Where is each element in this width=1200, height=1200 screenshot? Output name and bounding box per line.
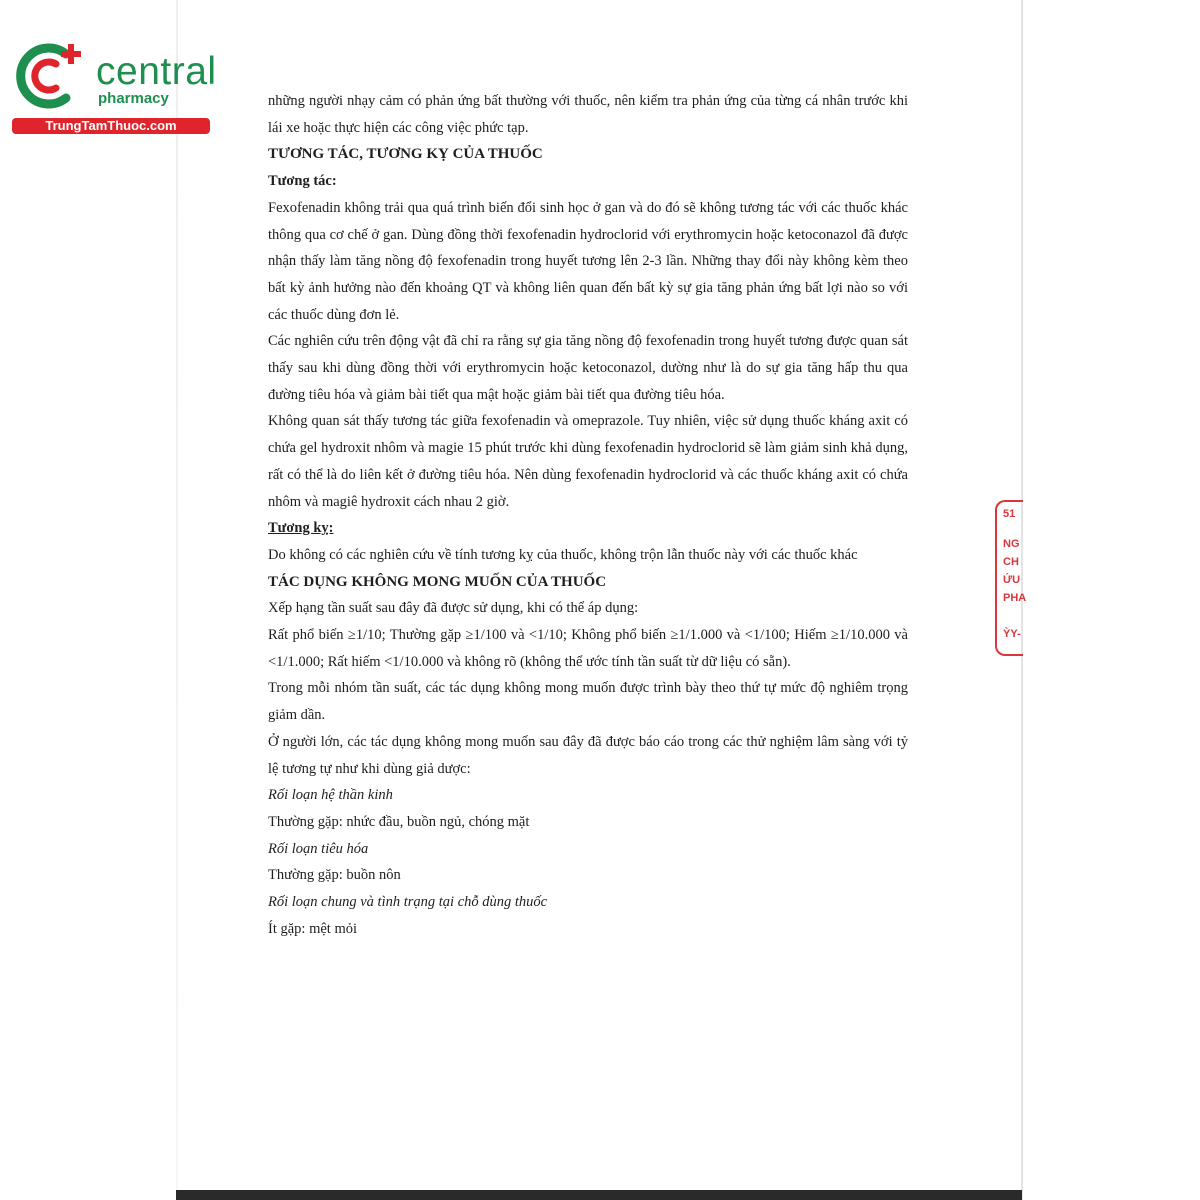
central-logo-icon xyxy=(10,38,94,116)
document-body xyxy=(268,88,908,943)
interactions-paragraph: Fexofenadin không trải qua quá trình biến đổi sinh học ở gan và do đó sẽ không tương tác với các thuốc khác thông qua cơ chế ở gan. Dùng đồng thời fexofenadin hydroclorid với erythromycin hoặc ketoconazol đã được nhận thấy làm tăng nồng độ fexofenadin trong huyết tương lên 2-3 lần. Những thay đổi này không kèm theo bất kỳ ảnh hưởng nào đến khoảng QT và không liên quan đến bất kỳ sự gia tăng phản ứng bất lợi nào so với các thuốc dùng đơn lẻ. xyxy=(268,199,908,323)
incompatibility-subheading xyxy=(268,515,908,542)
stamp-line: 51 xyxy=(1003,508,1016,520)
stamp-line: ỨU xyxy=(1003,574,1021,586)
adverse-paragraph: Trong mỗi nhóm tần suất, các tác dụng không mong muốn được trình bày theo thứ tự mức độ nghiêm trọng giảm dần. xyxy=(268,680,908,724)
effect-category: Rối loạn chung và tình trạng tại chỗ dùng thuốc xyxy=(268,894,548,911)
incompatibility-paragraph: Do không có các nghiên cứu về tính tương kỵ của thuốc, không trộn lẫn thuốc này với các thuốc khác xyxy=(268,546,858,563)
incompatibility-subheading-text: Tương kỵ: xyxy=(268,520,334,537)
scan-edge-bottom xyxy=(176,1190,1022,1200)
adverse-paragraph: Rất phổ biến ≥1/10; Thường gặp ≥1/100 và <1/10; Không phổ biến ≥1/1.000 và <1/100; Hiếm ≥1/10.000 và <1/1.000; Rất hiếm <1/10.000 và không rõ (không thể ước tính tần suất từ dữ liệu có sẵn). xyxy=(268,627,908,670)
logo-name: central xyxy=(96,50,217,93)
effect-category: Rối loạn tiêu hóa xyxy=(268,840,369,857)
effect-item: Ít gặp: mệt mỏi xyxy=(268,920,357,937)
stamp-line: PHA xyxy=(1003,592,1027,604)
logo-url-badge[interactable]: TrungTamThuoc.com xyxy=(12,118,210,134)
official-stamp-fragment xyxy=(995,500,1027,656)
scan-edge-left xyxy=(176,0,178,1200)
adverse-paragraph: Xếp hạng tần suất sau đây đã được sử dụng, khi có thể áp dụng: xyxy=(268,600,639,617)
interactions-paragraph: Các nghiên cứu trên động vật đã chỉ ra rằng sự gia tăng nồng độ fexofenadin trong huyết tương được quan sát thấy sau khi dùng đồng thời với erythromycin hoặc ketoconazol, dường như là do sự gia tăng hấp thu qua đường tiêu hóa và giảm bài tiết qua mật hoặc giảm bài tiết qua đường tiêu hóa. xyxy=(268,333,908,403)
effect-item: Thường gặp: nhức đầu, buồn ngủ, chóng mặt xyxy=(268,813,530,830)
interactions-paragraph: Không quan sát thấy tương tác giữa fexofenadin và omeprazole. Tuy nhiên, việc sử dụng thuốc kháng axit có chứa gel hydroxit nhôm và magie 15 phút trước khi dùng fexofenadin hydroclorid sẽ làm giảm sinh khả dụng, rất có thể là do liên kết ở đường tiêu hóa. Nên dùng fexofenadin hydroclorid và các thuốc kháng axit có chứa nhôm và magiê hydroxit cách nhau 2 giờ. xyxy=(268,413,908,510)
stamp-line: NG xyxy=(1003,538,1020,550)
effect-item: Thường gặp: buồn nôn xyxy=(268,867,401,884)
stamp-line: CH xyxy=(1003,556,1019,568)
effect-category: Rối loạn hệ thần kinh xyxy=(268,787,393,804)
interactions-heading: TƯƠNG TÁC, TƯƠNG KỴ CỦA THUỐC xyxy=(268,146,543,163)
stamp-line: ỲY- xyxy=(1003,628,1021,640)
intro-paragraph: những người nhạy cảm có phản ứng bất thường với thuốc, nên kiểm tra phản ứng của từng cá nhân trước khi lái xe hoặc thực hiện các công việc phức tạp. xyxy=(268,93,908,136)
logo-subtitle: pharmacy xyxy=(98,90,169,107)
interactions-subheading: Tương tác: xyxy=(268,173,337,190)
adverse-effects-heading: TÁC DỤNG KHÔNG MONG MUỐN CỦA THUỐC xyxy=(268,573,607,590)
adverse-paragraph: Ở người lớn, các tác dụng không mong muốn sau đây đã được báo cáo trong các thử nghiệm lâm sàng với tỷ lệ tương tự như khi dùng giả dược: xyxy=(268,733,908,777)
brand-logo[interactable] xyxy=(10,38,215,138)
